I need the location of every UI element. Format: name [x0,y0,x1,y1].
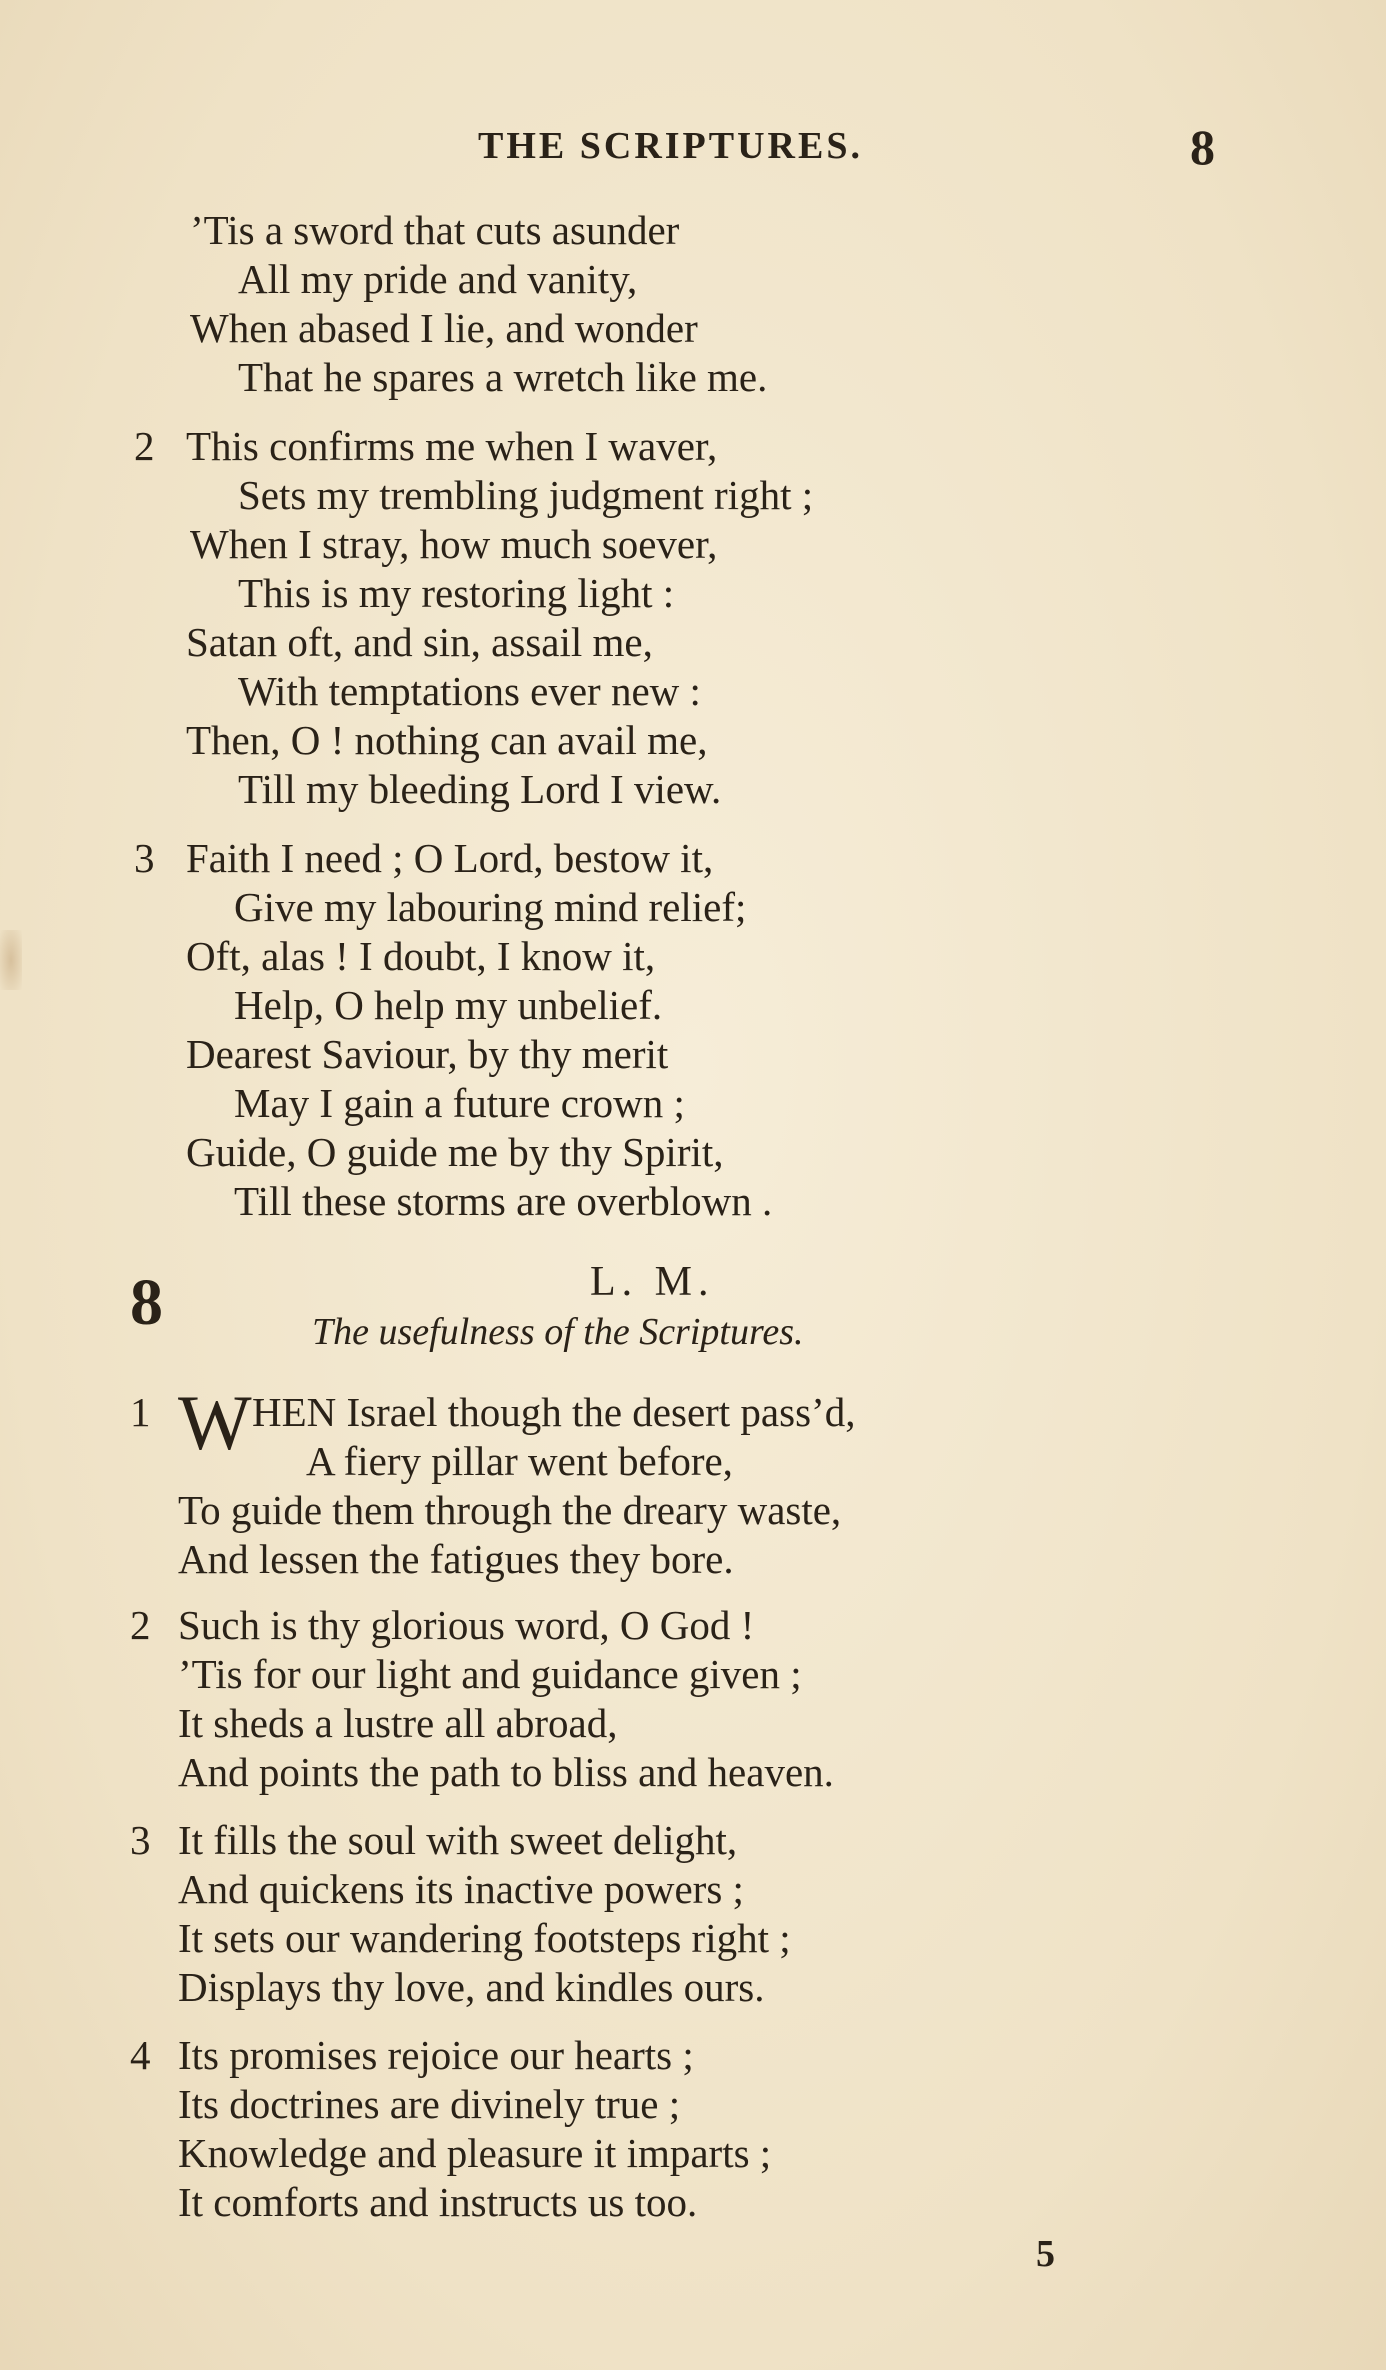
verse-line: ’Tis a sword that cuts asunder [190,207,680,253]
verse-line: A fiery pillar went before, [306,1438,733,1484]
verse-line: May I gain a future crown ; [234,1080,685,1126]
verse-line: ’Tis for our light and guidance given ; [178,1651,802,1697]
hymn-meter: L. M. [590,1259,715,1305]
verse-line: All my pride and vanity, [238,256,638,302]
verse-line: With temptations ever new : [238,668,701,714]
verse-line: Dearest Saviour, by thy merit [186,1031,669,1077]
verse-line: Till these storms are overblown . [234,1178,773,1224]
page-number: 8 [1190,119,1215,175]
signature-mark: 5 [1036,2233,1055,2275]
stanza-number: 2 [130,1602,151,1648]
verse-line: Faith I need ; O Lord, bestow it, [186,835,714,881]
stanza-number: 3 [130,1817,151,1863]
stanza-number: 4 [130,2032,151,2078]
hymn-title: The usefulness of the Scriptures. [312,1311,804,1353]
verse-line: Till my bleeding Lord I view. [238,766,722,812]
stanza-number: 3 [134,835,155,881]
page-stain [0,930,22,990]
hymn-number: 8 [130,1266,163,1339]
verse-line: This confirms me when I waver, [186,423,718,469]
verse-line: Satan oft, and sin, assail me, [186,619,653,665]
verse-line: Give my labouring mind relief; [234,884,747,930]
verse-line: To guide them through the dreary waste, [178,1487,842,1533]
verse-line: And points the path to bliss and heaven. [178,1749,834,1795]
verse-line: Such is thy glorious word, O God ! [178,1602,755,1648]
stanza-number: 1 [130,1389,151,1435]
verse-line: Help, O help my unbelief. [234,982,663,1028]
verse-line: When abased I lie, and wonder [190,305,698,351]
verse-line: It sheds a lustre all abroad, [178,1700,618,1746]
verse-line: This is my restoring light : [238,570,675,616]
verse-line: Sets my trembling judgment right ; [238,472,814,518]
verse-line: It fills the soul with sweet delight, [178,1817,738,1863]
verse-line: Guide, O guide me by thy Spirit, [186,1129,724,1175]
verse-line: And lessen the fatigues they bore. [178,1536,734,1582]
verse-line: Its promises rejoice our hearts ; [178,2032,694,2078]
verse-line: Then, O ! nothing can avail me, [186,717,708,763]
verse-line: Its doctrines are divinely true ; [178,2081,681,2127]
verse-line: Oft, alas ! I doubt, I know it, [186,933,656,979]
verse-line: Knowledge and pleasure it imparts ; [178,2130,772,2176]
drop-cap: W [178,1379,252,1466]
verse-line: Displays thy love, and kindles ours. [178,1964,765,2010]
stanza-number: 2 [134,423,155,469]
running-header: THE SCRIPTURES. [478,125,863,167]
verse-line: It sets our wandering footsteps right ; [178,1915,791,1961]
verse-line: When I stray, how much soever, [190,521,718,567]
verse-line: It comforts and instructs us too. [178,2179,698,2225]
verse-line: HEN Israel though the desert pass’d, [252,1389,856,1435]
verse-line: That he spares a wretch like me. [238,354,768,400]
verse-line: And quickens its inactive powers ; [178,1866,744,1912]
